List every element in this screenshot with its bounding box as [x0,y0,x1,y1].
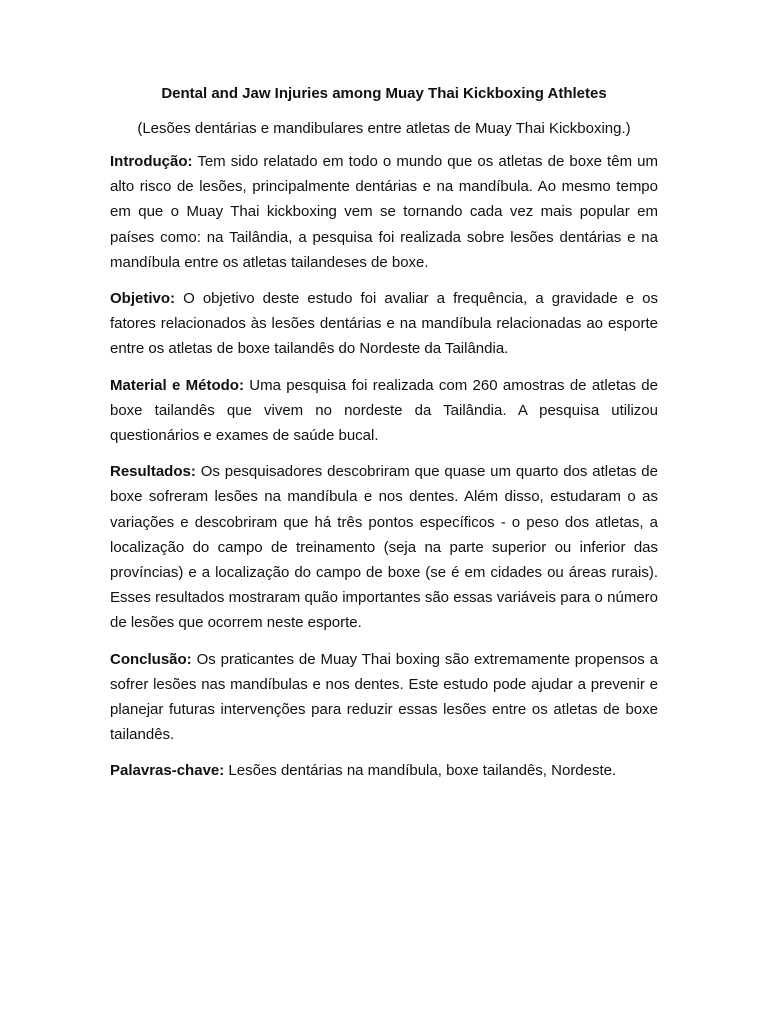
section-label: Palavras-chave: [110,762,225,780]
section-conclusion [110,647,658,748]
section-text: Os praticantes de Muay Thai boxing são extremamente propensos a sofrer lesões nas mandíbulas e nos dentes. Este estudo pode ajudar a prevenir e planejar futuras intervenções para reduzir essas lesões entre os atletas de boxe tailandês. [110,650,658,744]
section-results [110,459,658,635]
section-objective [110,286,658,362]
section-keywords [110,758,658,783]
section-label: Material e Método: [110,376,244,394]
document-page [110,83,658,784]
section-text: Uma pesquisa foi realizada com 260 amostras de atletas de boxe tailandês que vivem no nordeste da Tailândia. A pesquisa utilizou questionários e exames de saúde bucal. [110,376,658,445]
section-label: Objetivo: [110,290,176,308]
section-text: Os pesquisadores descobriram que quase um quarto dos atletas de boxe sofreram lesões na mandíbula e nos dentes. Além disso, estudaram o as variações e descobriram que há três pontos específicos - o peso dos atletas, a localização do campo de treinamento (seja na parte superior ou inferior das províncias) e a localização do campo de boxe (se é em cidades ou áreas rurais). Esses resultados mostraram quão importantes são essas variáveis para o número de lesões que ocorrem neste esporte. [110,463,658,632]
section-label: Conclusão: [110,650,192,668]
section-text: Tem sido relatado em todo o mundo que os atletas de boxe têm um alto risco de lesões, principalmente dentárias e na mandíbula. Ao mesmo tempo em que o Muay Thai kickboxing vem se tornando cada vez mais popular em países como: na Tailândia, a pesquisa foi realizada sobre lesões dentárias e na mandíbula entre os atletas tailandeses de boxe. [110,153,658,271]
document-subtitle: (Lesões dentárias e mandibulares entre atletas de Muay Thai Kickboxing.) [137,120,631,137]
section-label: Resultados: [110,463,196,481]
section-label: Introdução: [110,153,193,170]
document-title: Dental and Jaw Injuries among Muay Thai Kickboxing Athletes [161,85,607,102]
section-text: Lesões dentárias na mandíbula, boxe tailandês, Nordeste. [228,762,617,780]
section-text: O objetivo deste estudo foi avaliar a frequência, a gravidade e os fatores relacionados às lesões dentárias e na mandíbula relacionadas ao esporte entre os atletas de boxe tailandês do Nordeste da Tailândia. [110,290,658,358]
section-material-method [110,373,658,449]
section-introduction [110,149,658,275]
